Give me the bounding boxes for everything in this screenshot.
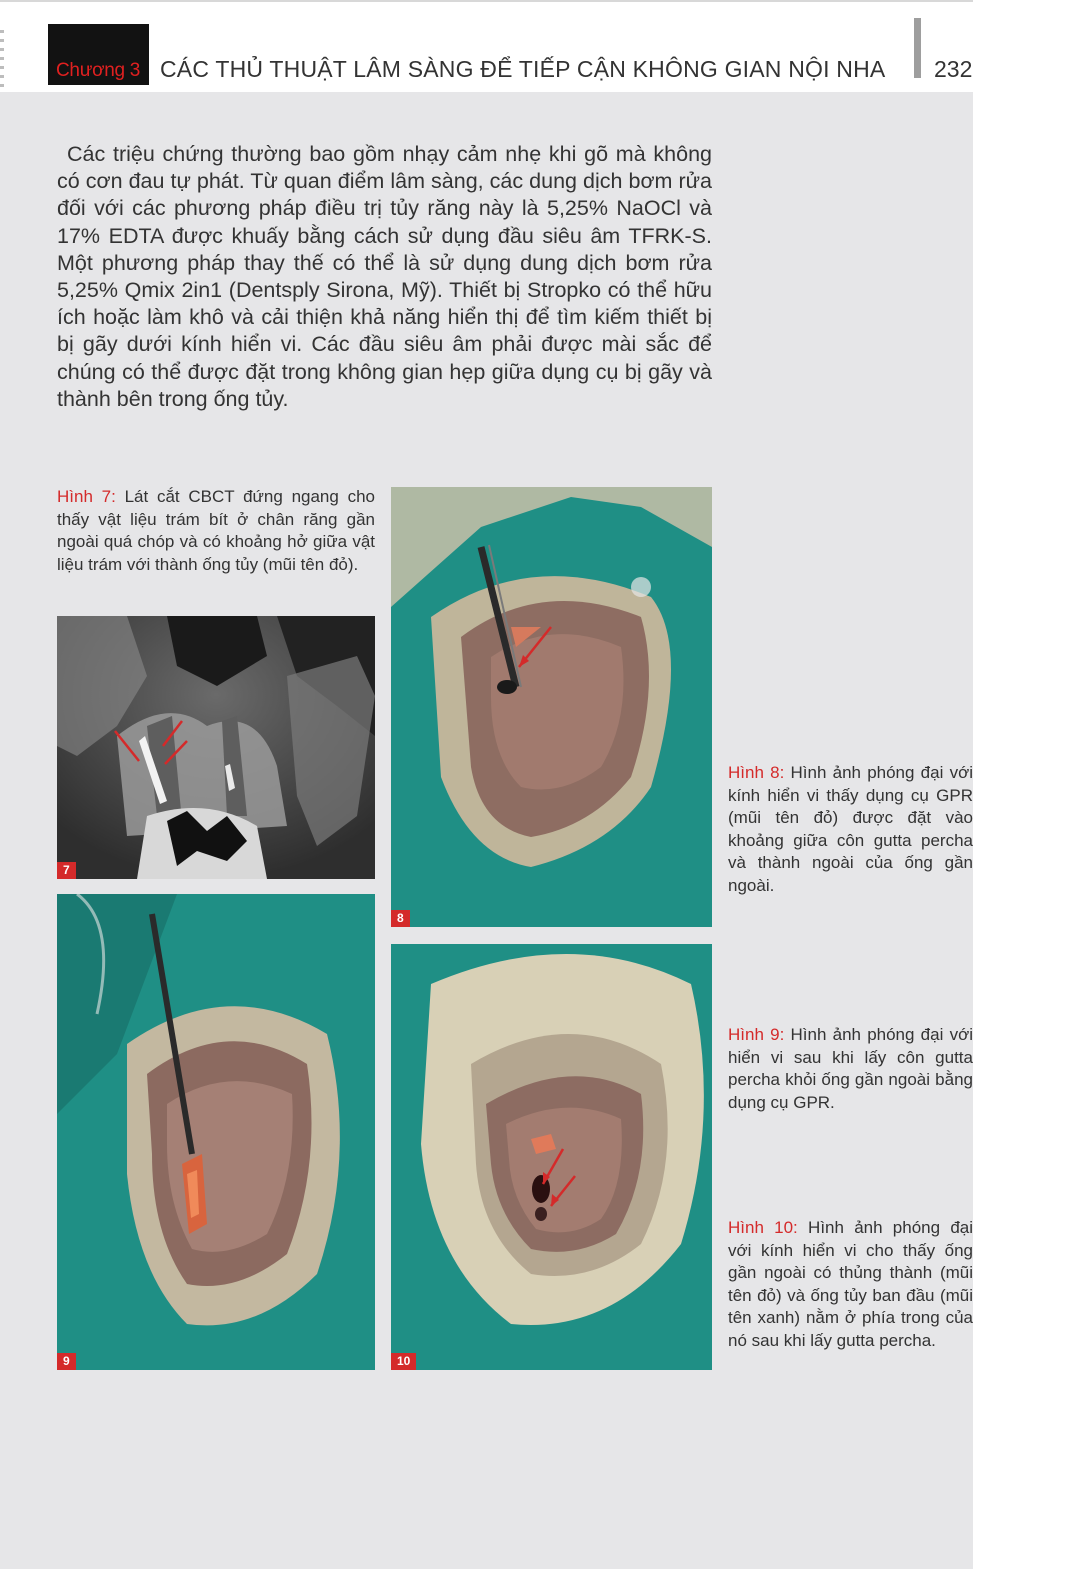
figure-number-badge: 7	[57, 862, 76, 879]
figure-9-microscope-image	[57, 894, 375, 1370]
header-divider	[914, 18, 921, 78]
figure-10-microscope-image	[391, 944, 712, 1370]
caption-figure-8	[728, 762, 973, 897]
caption-text: Lát cắt CBCT đứng ngang cho thấy vật liệu trám bít ở chân răng gần ngoài quá chóp và có khoảng hở giữa vật liệu trám với thành ống tủy (mũi tên đỏ).	[57, 487, 375, 574]
figure-8-microscope-image	[391, 487, 712, 927]
caption-text: Hình ảnh phóng đại với hiển vi sau khi lấy côn gutta percha khỏi ống gần ngoài bằng dụng cụ GPR.	[728, 1025, 973, 1112]
caption-text: Hình ảnh phóng đại với kính hiển vi cho thấy ống gần ngoài có thủng thành (mũi tên đỏ) và ống tủy ban đầu (mũi tên xanh) nằm ở phía trong của nó sau khi lấy gutta percha.	[728, 1218, 974, 1350]
microscope-photo-illustration	[391, 944, 712, 1370]
figure-label: Hình 9:	[728, 1025, 785, 1044]
body-paragraph: Các triệu chứng thường bao gồm nhạy cảm nhẹ khi gõ mà không có cơn đau tự phát. Từ quan điểm lâm sàng, các dung dịch bơm rửa đối với các phương pháp điều trị tủy răng này là 5,25% NaOCl và 17% EDTA được khuấy bằng cách sử dụng đầu siêu âm TFRK-S. Một phương pháp thay thế có thể là sử dụng dung dịch bơm rửa 5,25% Qmix 2in1 (Dentsply Sirona, Mỹ). Thiết bị Stropko có thể hữu ích hoặc làm khô và cải thiện khả năng hiển thị để tìm kiếm thiết bị bị gãy dưới kính hiển vi. Các đầu siêu âm phải được mài sắc để chúng có thể được đặt trong không gian hẹp giữa dụng cụ bị gãy và thành bên trong ống tủy.	[57, 142, 712, 411]
caption-text: Hình ảnh phóng đại với kính hiển vi thấy dụng cụ GPR (mũi tên đỏ) được đặt vào khoảng giữa côn gutta percha và thành ngoài của ống gần ngoài.	[728, 763, 973, 895]
cbct-scan-illustration	[57, 616, 375, 879]
page-title: CÁC THỦ THUẬT LÂM SÀNG ĐỂ TIẾP CẬN KHÔNG GIAN NỘI NHA	[160, 56, 886, 82]
top-border	[0, 0, 1080, 2]
right-margin	[973, 0, 1080, 1569]
caption-figure-10	[728, 1217, 973, 1352]
figure-label: Hình 8:	[728, 763, 785, 782]
page-number: 232	[934, 56, 973, 82]
microscope-photo-illustration	[391, 487, 712, 927]
caption-figure-9	[728, 1024, 973, 1114]
caption-figure-7	[57, 486, 375, 576]
figure-7-cbct-image	[57, 616, 375, 879]
microscope-photo-illustration	[57, 894, 375, 1370]
figure-label: Hình 10:	[728, 1218, 798, 1237]
chapter-label: Chương 3	[56, 60, 141, 81]
figure-number-badge: 10	[391, 1353, 416, 1370]
figure-label: Hình 7:	[57, 487, 116, 506]
figure-number-badge: 9	[57, 1353, 76, 1370]
figure-number-badge: 8	[391, 910, 410, 927]
